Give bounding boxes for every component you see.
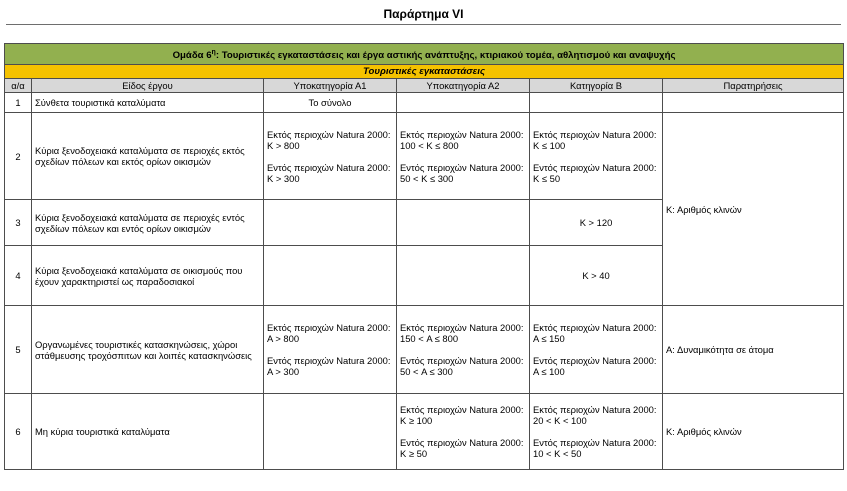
remarks-beds: Κ: Αριθμός κλινών xyxy=(663,113,844,306)
criterion-inside-natura: Εντός περιοχών Natura 2000: Κ ≥ 50 xyxy=(400,437,524,459)
criterion-outside-natura: Εκτός περιοχών Natura 2000: 100 < Κ ≤ 800 xyxy=(400,128,524,151)
criterion-outside-natura: Εκτός περιοχών Natura 2000: 150 < Α ≤ 800 xyxy=(400,322,524,344)
row-number: 3 xyxy=(5,200,32,246)
row-number: 6 xyxy=(5,394,32,470)
group-title xyxy=(5,44,844,65)
b-criteria: Κ > 40 xyxy=(530,246,663,306)
criterion-inside-natura: Εντός περιοχών Natura 2000: 50 < Α ≤ 300 xyxy=(400,355,524,377)
criterion-inside-natura: Εντός περιοχών Natura 2000: Α > 300 xyxy=(267,355,391,377)
col-header-a1: Υποκατηγορία Α1 xyxy=(264,79,397,93)
a1-criteria: Το σύνολο xyxy=(264,93,397,113)
b-criteria xyxy=(530,113,663,200)
a2-criteria xyxy=(397,394,530,470)
a2-criteria xyxy=(397,246,530,306)
a1-criteria xyxy=(264,394,397,470)
criterion-inside-natura: Εντός περιοχών Natura 2000: Κ > 300 xyxy=(267,161,391,184)
header-divider xyxy=(6,24,841,25)
group-ordinal: η xyxy=(211,48,216,56)
a1-criteria xyxy=(264,306,397,394)
project-type: Κύρια ξενοδοχειακά καταλύματα σε οικισμούς που έχουν χαρακτηριστεί ως παραδοσιακοί xyxy=(32,246,264,306)
table-row xyxy=(5,306,844,394)
subgroup-row xyxy=(5,65,844,79)
row-number: 1 xyxy=(5,93,32,113)
col-header-remarks: Παρατηρήσεις xyxy=(663,79,844,93)
remarks-capacity: Α: Δυναμικότητα σε άτομα xyxy=(663,306,844,394)
remarks-beds: Κ: Αριθμός κλινών xyxy=(663,394,844,470)
column-header-row xyxy=(5,79,844,93)
row-number: 2 xyxy=(5,113,32,200)
remarks-cell xyxy=(663,93,844,113)
table-row xyxy=(5,93,844,113)
criterion-outside-natura: Εκτός περιοχών Natura 2000: Α > 800 xyxy=(267,322,391,344)
criterion-inside-natura: Εντός περιοχών Natura 2000: 10 < Κ < 50 xyxy=(533,437,657,459)
row-number: 4 xyxy=(5,246,32,306)
b-criteria xyxy=(530,93,663,113)
b-criteria xyxy=(530,394,663,470)
col-header-b: Κατηγορία Β xyxy=(530,79,663,93)
subgroup-title: Τουριστικές εγκαταστάσεις xyxy=(5,65,844,79)
project-type: Κύρια ξενοδοχειακά καταλύματα σε περιοχές εκτός σχεδίων πόλεων και εκτός ορίων οικισμών xyxy=(32,113,264,200)
annex-table xyxy=(4,43,844,470)
project-type: Σύνθετα τουριστικά καταλύματα xyxy=(32,93,264,113)
a2-criteria xyxy=(397,306,530,394)
project-type: Κύρια ξενοδοχειακά καταλύματα σε περιοχές εντός σχεδίων πόλεων και εντός ορίων οικισμών xyxy=(32,200,264,246)
group-prefix: Ομάδα 6 xyxy=(172,50,212,62)
a1-criteria xyxy=(264,200,397,246)
b-criteria xyxy=(530,306,663,394)
a1-criteria xyxy=(264,113,397,200)
criterion-inside-natura: Εντός περιοχών Natura 2000: Α ≤ 100 xyxy=(533,355,657,377)
table-row xyxy=(5,113,844,200)
project-type: Μη κύρια τουριστικά καταλύματα xyxy=(32,394,264,470)
criterion-outside-natura: Εκτός περιοχών Natura 2000: Α ≤ 150 xyxy=(533,322,657,344)
col-header-project-type: Είδος έργου xyxy=(32,79,264,93)
a2-criteria xyxy=(397,200,530,246)
project-type: Οργανωμένες τουριστικές κατασκηνώσεις, χώροι στάθμευσης τροχόσπιτων και λοιπές κατασκηνώσεις xyxy=(32,306,264,394)
criterion-outside-natura: Εκτός περιοχών Natura 2000: Κ > 800 xyxy=(267,128,391,151)
criterion-outside-natura: Εκτός περιοχών Natura 2000: Κ ≥ 100 xyxy=(400,404,524,426)
criterion-outside-natura: Εκτός περιοχών Natura 2000: Κ ≤ 100 xyxy=(533,128,657,151)
table-row xyxy=(5,394,844,470)
row-number: 5 xyxy=(5,306,32,394)
a2-criteria xyxy=(397,93,530,113)
page-header xyxy=(0,0,847,30)
criterion-inside-natura: Εντός περιοχών Natura 2000: 50 < Κ ≤ 300 xyxy=(400,161,524,184)
a2-criteria xyxy=(397,113,530,200)
group-rest: : Τουριστικές εγκαταστάσεις και έργα αστικής ανάπτυξης, κτιριακού τομέα, αθλητισμού και αναψυχής xyxy=(215,50,676,62)
a1-criteria xyxy=(264,246,397,306)
col-header-number: α/α xyxy=(5,79,32,93)
b-criteria: Κ > 120 xyxy=(530,200,663,246)
group-header-row xyxy=(5,44,844,65)
page-title: Παράρτημα VI xyxy=(383,7,464,21)
col-header-a2: Υποκατηγορία Α2 xyxy=(397,79,530,93)
criterion-inside-natura: Εντός περιοχών Natura 2000: Κ ≤ 50 xyxy=(533,161,657,184)
criterion-outside-natura: Εκτός περιοχών Natura 2000: 20 < Κ < 100 xyxy=(533,404,657,426)
